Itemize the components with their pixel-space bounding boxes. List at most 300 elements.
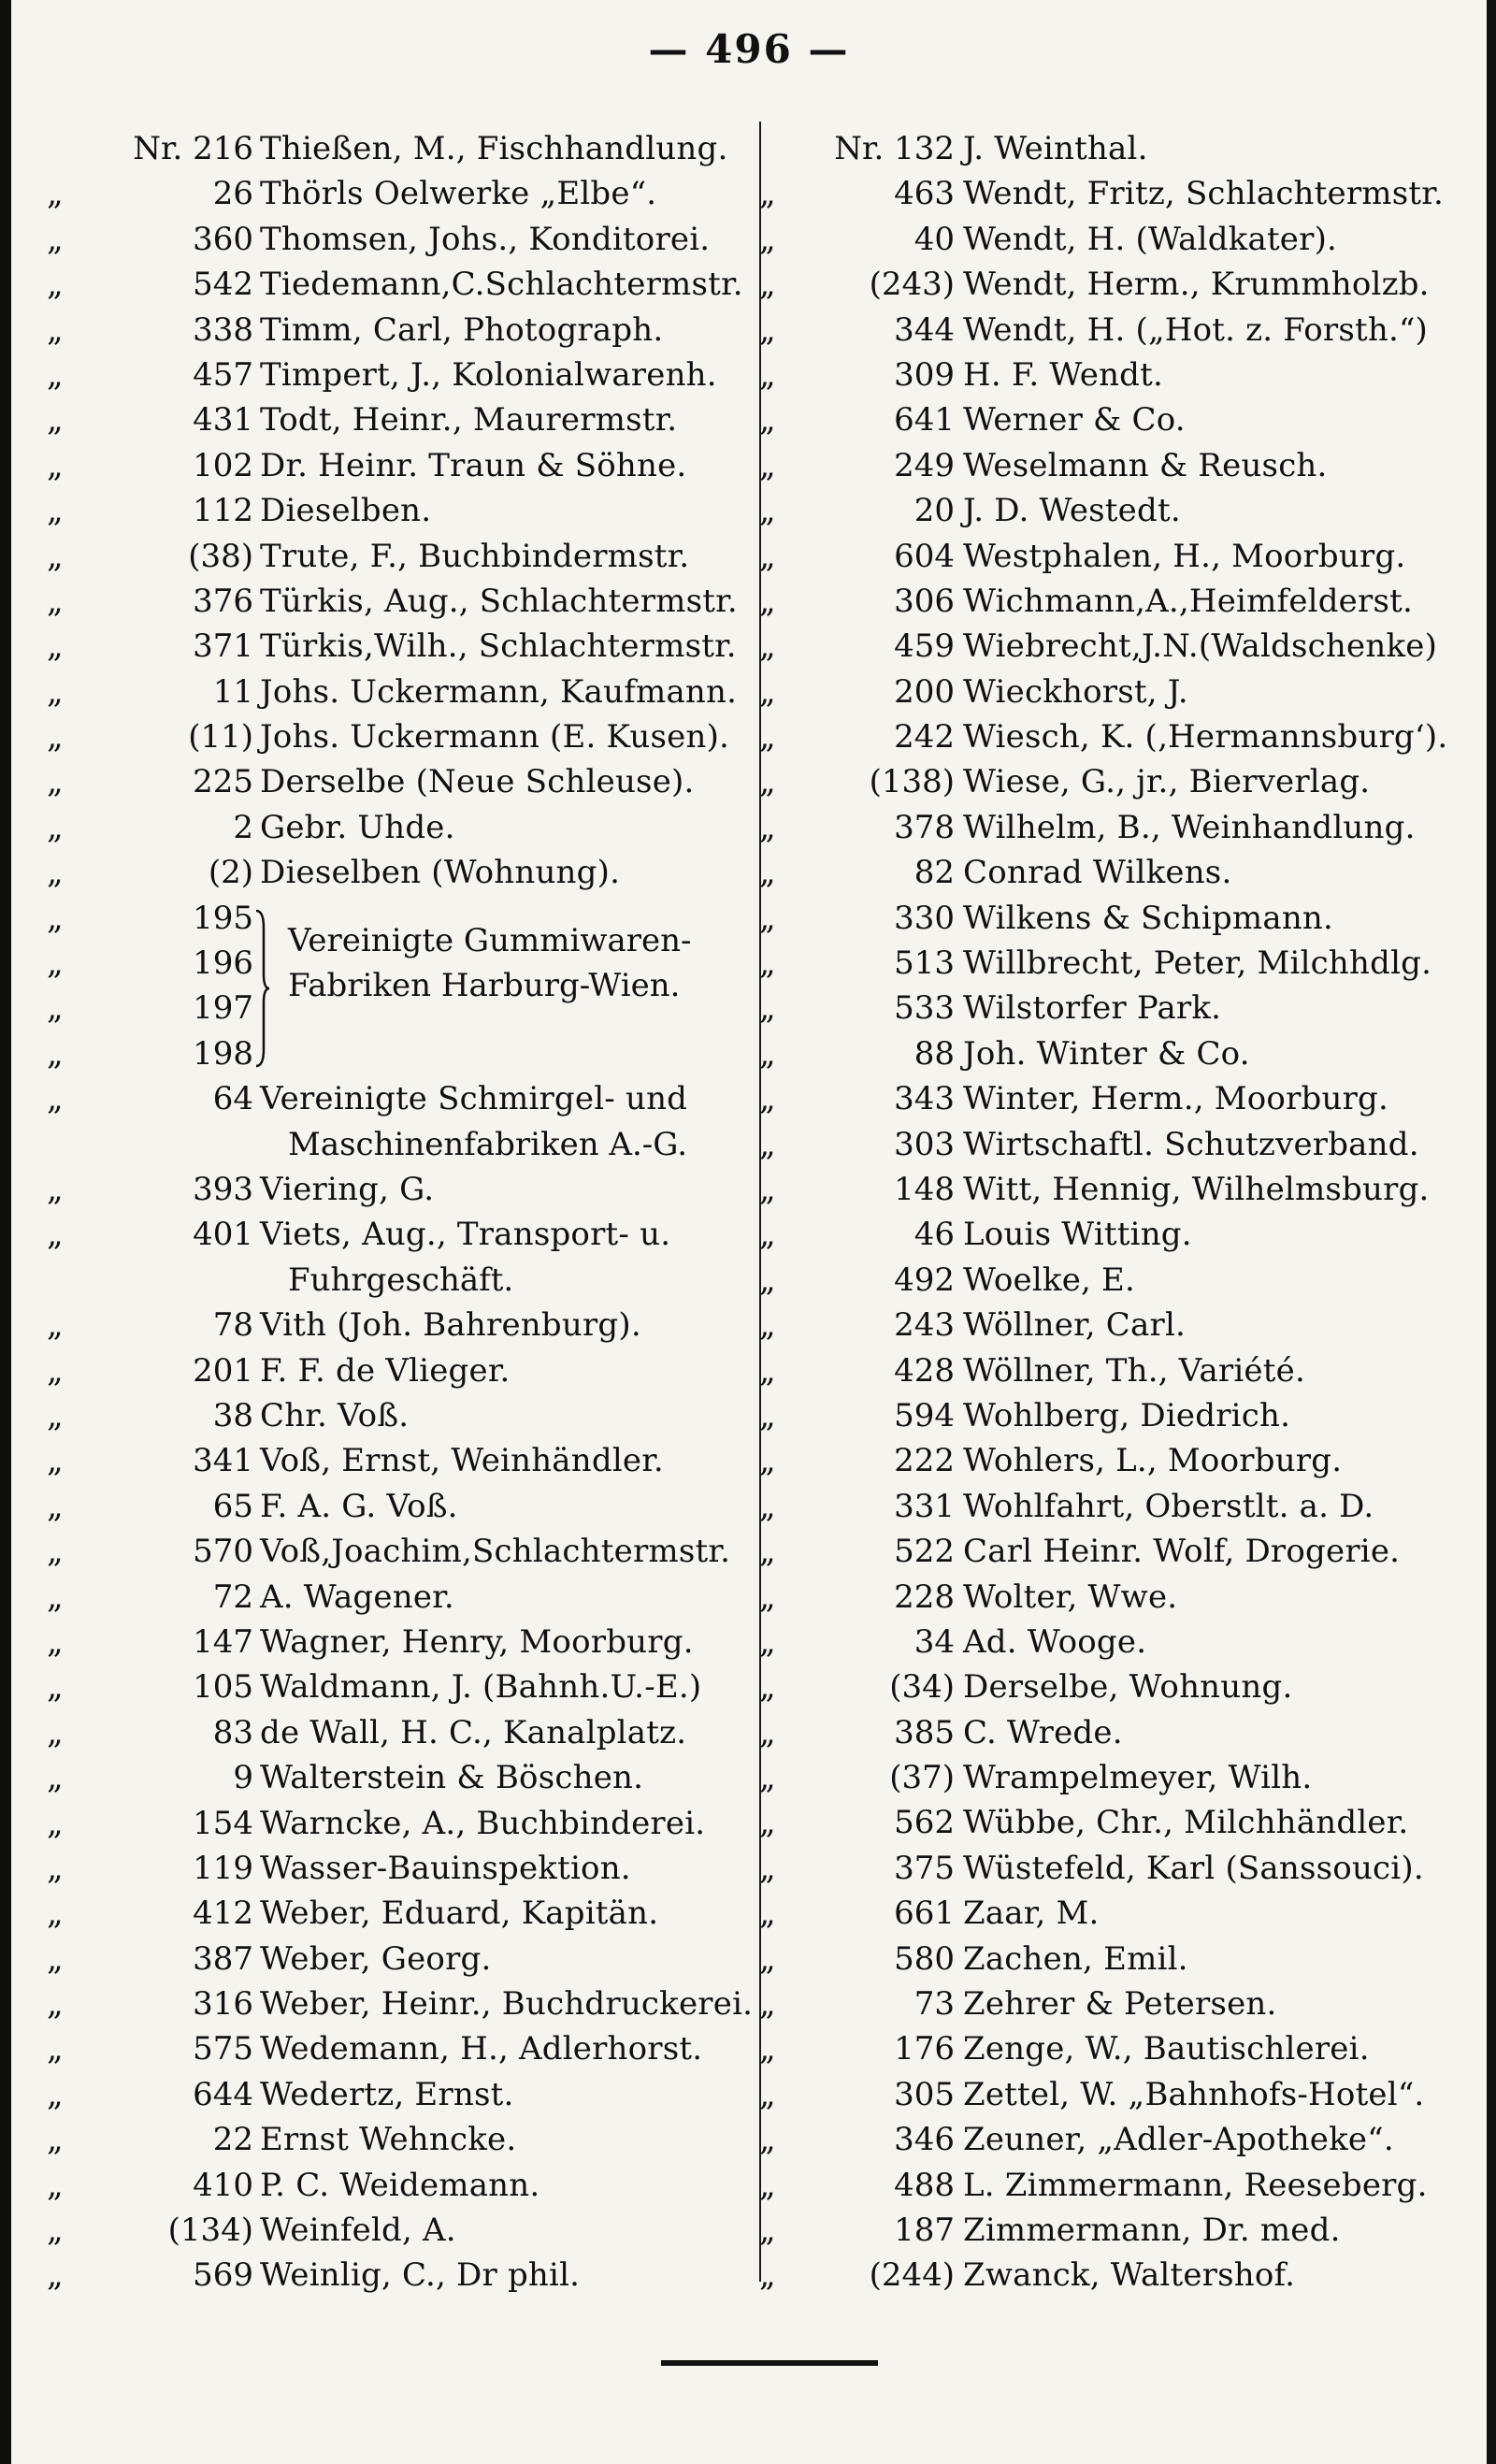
entry-number: 187 (894, 2211, 955, 2249)
entry-number: (11) (188, 718, 253, 756)
entry-name: Conrad Wilkens. (963, 854, 1232, 892)
ditto-mark: „ (759, 1216, 776, 1254)
ditto-mark: „ (47, 1171, 64, 1209)
directory-entry (47, 1212, 750, 1303)
entry-name: J. Weinthal. (963, 130, 1148, 167)
entry-number: 119 (193, 1849, 253, 1887)
directory-entry (759, 805, 1470, 850)
directory-entry (47, 850, 750, 895)
entry-name: Weber, Georg. (260, 1939, 492, 1978)
entry-number: 513 (894, 944, 955, 983)
ditto-mark: „ (47, 1759, 64, 1797)
entry-number: 569 (193, 2256, 253, 2295)
entry-name: Wübbe, Chr., Milchhändler. (963, 1804, 1409, 1842)
entry-number: 65 (212, 1487, 253, 1525)
entry-name: Wiesch, K. (‚Hermannsburg‘). (963, 718, 1448, 756)
ditto-mark: „ (759, 627, 776, 666)
entry-number: 463 (894, 175, 955, 213)
directory-entry (759, 624, 1470, 669)
entry-number: 376 (193, 582, 253, 620)
entry-name: Wagner, Henry, Moorburg. (260, 1622, 694, 1661)
entry-number: 341 (193, 1442, 253, 1480)
ditto-mark: „ (47, 672, 64, 711)
entry-number: 34 (913, 1622, 955, 1661)
ditto-mark: „ (759, 1125, 776, 1163)
directory-entry (759, 1303, 1470, 1347)
entry-name: Walterstein & Böschen. (260, 1759, 644, 1797)
entry-number: 360 (193, 220, 253, 258)
entry-number: 575 (193, 2030, 253, 2068)
entry-number: 228 (894, 1578, 955, 1616)
ditto-mark: „ (47, 537, 64, 575)
entry-name: Wrampelmeyer, Wilh. (963, 1759, 1313, 1797)
directory-entry (759, 1076, 1470, 1121)
ditto-mark: „ (47, 1080, 64, 1118)
entry-number: 306 (894, 582, 955, 620)
entry-number: 375 (894, 1849, 955, 1887)
entry-name: P. C. Weidemann. (260, 2166, 540, 2204)
entry-name: Joh. Winter & Co. (963, 1034, 1250, 1073)
entry-name: Wendt, H. („Hot. z. Forsth.“) (963, 310, 1429, 349)
ditto-mark: „ (759, 1759, 776, 1797)
ditto-mark: „ (759, 944, 776, 983)
ditto-mark: „ (47, 1578, 64, 1616)
ditto-mark: „ (47, 1985, 64, 2024)
ditto-mark: „ (759, 2075, 776, 2113)
entry-name: Türkis,Wilh., Schlachtermstr. (260, 627, 737, 666)
entry-number: 72 (212, 1578, 253, 1616)
directory-entry (47, 1575, 750, 1620)
entry-name: Todt, Heinr., Maurermstr. (260, 401, 678, 439)
entry-number: 78 (212, 1306, 253, 1345)
entry-name: Fabriken Harburg-Wien. (288, 967, 681, 1005)
entry-name: Zimmermann, Dr. med. (963, 2211, 1341, 2249)
ditto-mark: „ (47, 1849, 64, 1887)
directory-entry (759, 2208, 1470, 2253)
directory-entry (47, 1438, 750, 1483)
directory-entry (47, 2163, 750, 2208)
directory-entry (759, 1937, 1470, 1981)
directory-entry (47, 1303, 750, 1347)
entry-number: 644 (193, 2075, 253, 2113)
entry-name: Wüstefeld, Karl (Sanssouci). (963, 1849, 1424, 1887)
ditto-mark: „ (759, 899, 776, 937)
entry-number: (38) (188, 537, 253, 575)
entry-number: 385 (894, 1713, 955, 1751)
entry-name: Chr. Voß. (260, 1397, 410, 1434)
entry-name: Ad. Wooge. (963, 1622, 1147, 1661)
entry-name: Zenge, W., Bautischlerei. (963, 2030, 1370, 2068)
directory-entry (759, 1122, 1470, 1167)
directory-entry (47, 1664, 750, 1709)
entry-number: 20 (913, 492, 955, 530)
entry-number: (243) (869, 266, 955, 304)
ditto-mark: „ (759, 310, 776, 349)
ditto-mark: „ (759, 672, 776, 711)
entry-name: Louis Witting. (963, 1216, 1192, 1254)
bottom-rule (661, 2360, 878, 2366)
entry-number: 492 (894, 1261, 955, 1299)
entry-name: Gebr. Uhde. (260, 808, 455, 846)
directory-entry (759, 397, 1470, 442)
entry-number: 105 (193, 1668, 253, 1707)
directory-entry (47, 2117, 750, 2162)
ditto-mark: „ (759, 401, 776, 439)
entry-name: Wieckhorst, J. (963, 672, 1188, 711)
directory-entry (759, 1348, 1470, 1393)
entry-name: Türkis, Aug., Schlachtermstr. (260, 582, 738, 620)
entry-number: 147 (193, 1622, 253, 1661)
entry-name: Weinfeld, A. (260, 2212, 456, 2250)
entry-name: Viets, Aug., Transport- u. (260, 1216, 671, 1254)
entry-number: Nr. 132 (834, 130, 955, 167)
directory-entry (759, 714, 1470, 759)
directory-entry (759, 1575, 1470, 1620)
directory-entry (759, 1031, 1470, 1076)
ditto-mark: „ (47, 1533, 64, 1571)
entry-number: 309 (894, 355, 955, 394)
entry-number: 22 (212, 2121, 253, 2159)
ditto-mark: „ (759, 1668, 776, 1707)
ditto-mark: „ (47, 1939, 64, 1978)
ditto-mark: „ (759, 2030, 776, 2068)
brace-symbol (252, 909, 271, 1068)
entry-name: Witt, Hennig, Wilhelmsburg. (963, 1170, 1430, 1208)
directory-entry (47, 579, 750, 624)
directory-entry (759, 488, 1470, 533)
entry-name: Timm, Carl, Photograph. (260, 310, 664, 349)
ditto-mark: „ (47, 220, 64, 258)
ditto-mark: „ (47, 2030, 64, 2068)
ditto-mark: „ (759, 1895, 776, 1933)
page-number: — 496 — (648, 26, 850, 72)
entry-number: 225 (193, 763, 253, 801)
entry-number: (34) (889, 1668, 955, 1707)
entry-number: (138) (869, 763, 955, 801)
directory-entry (759, 1981, 1470, 2026)
entry-name: Johs. Uckermann, Kaufmann. (260, 672, 738, 711)
directory-entry (759, 1891, 1470, 1936)
entry-name: Wendt, Fritz, Schlachtermstr. (963, 175, 1444, 213)
ditto-mark: „ (759, 220, 776, 258)
entry-number: 9 (233, 1759, 253, 1797)
entry-number: 243 (894, 1306, 955, 1345)
directory-entry (47, 1529, 750, 1574)
entry-number: 562 (894, 1804, 955, 1842)
directory-entry (759, 2117, 1470, 2162)
entry-name: Viering, G. (260, 1171, 435, 1209)
directory-entry (759, 171, 1470, 216)
directory-entry (759, 308, 1470, 353)
entry-name: Weselmann & Reusch. (963, 446, 1328, 484)
entry-name: Voß, Ernst, Weinhändler. (260, 1442, 664, 1480)
directory-entry (47, 2208, 750, 2253)
ditto-mark: „ (47, 808, 64, 846)
entry-name: Weinlig, C., Dr phil. (260, 2256, 581, 2295)
entry-name: Wendt, Herm., Krummholzb. (963, 266, 1430, 304)
entry-name: Derselbe, Wohnung. (963, 1668, 1293, 1707)
entry-name: Thörls Oelwerke „Elbe“. (260, 175, 657, 213)
entry-number: 371 (193, 627, 253, 666)
directory-entry (47, 1846, 750, 1891)
directory-entry (759, 2163, 1470, 2208)
entry-name: L. Zimmermann, Reeseberg. (963, 2166, 1428, 2204)
entry-number: 102 (193, 446, 253, 484)
ditto-mark: „ (759, 808, 776, 846)
directory-entry (47, 262, 750, 307)
entry-number: (134) (167, 2212, 253, 2250)
directory-entry (47, 1891, 750, 1936)
entry-number: 533 (894, 989, 955, 1028)
directory-entry (759, 986, 1470, 1030)
directory-entry (47, 1755, 750, 1800)
entry-name: Zettel, W. „Bahnhofs-Hotel“. (963, 2075, 1425, 2113)
entry-number: 393 (193, 1171, 253, 1209)
entry-name: Wilhelm, B., Weinhandlung. (963, 808, 1416, 846)
entry-number: (2) (208, 854, 253, 892)
entry-name: Wohlers, L., Moorburg. (963, 1442, 1343, 1480)
entry-name: Thießen, M., Fischhandlung. (260, 130, 728, 167)
entry-number: (37) (889, 1759, 955, 1797)
entry-name: Winter, Herm., Moorburg. (963, 1080, 1389, 1118)
directory-entry (759, 1755, 1470, 1800)
entry-name: Wendt, H. (Waldkater). (963, 220, 1338, 258)
entry-number: 82 (913, 854, 955, 892)
entry-number: 570 (193, 1533, 253, 1571)
entry-name: Wedemann, H., Adlerhorst. (260, 2030, 703, 2068)
ditto-mark: „ (759, 2256, 776, 2295)
entry-name: Wolter, Wwe. (963, 1578, 1178, 1616)
entry-number: 488 (894, 2166, 955, 2204)
ditto-mark: „ (47, 627, 64, 666)
entry-number: 196 (193, 944, 253, 983)
directory-entry (759, 1529, 1470, 1574)
entry-name: Willbrecht, Peter, Milchhdlg. (963, 944, 1432, 983)
left-column (47, 126, 754, 2298)
entry-number: 64 (212, 1080, 253, 1118)
entry-name: Tiedemann,C.Schlachtermstr. (260, 266, 743, 304)
ditto-mark: „ (47, 1306, 64, 1345)
directory-entry (47, 1981, 754, 2026)
entry-name: Wirtschaftl. Schutzverband. (963, 1125, 1419, 1163)
directory-entry (47, 1620, 750, 1664)
directory-entry (759, 353, 1470, 397)
entry-name: F. A. G. Voß. (260, 1487, 458, 1525)
ditto-mark: „ (47, 446, 64, 484)
ditto-mark: „ (759, 537, 776, 575)
ditto-mark: „ (47, 2212, 64, 2250)
directory-entry (47, 2253, 750, 2298)
directory-entry (47, 805, 750, 850)
ditto-mark: „ (759, 492, 776, 530)
ditto-mark: „ (47, 2256, 64, 2295)
ditto-mark: „ (47, 1216, 64, 1254)
entry-number: 594 (894, 1396, 955, 1434)
directory-entry (47, 488, 750, 533)
directory-entry (759, 1846, 1470, 1891)
directory-entry (47, 308, 750, 353)
entry-name: Zaar, M. (963, 1895, 1100, 1933)
entry-number: 2 (233, 808, 253, 846)
directory-entry (47, 624, 750, 669)
entry-name: Waldmann, J. (Bahnh.U.-E.) (260, 1668, 702, 1707)
directory-page (11, 0, 1487, 2464)
ditto-mark: „ (759, 1713, 776, 1751)
entry-number: 330 (894, 899, 955, 937)
directory-entry (759, 2026, 1470, 2071)
entry-name: Wöllner, Carl. (963, 1306, 1187, 1345)
ditto-mark: „ (47, 1622, 64, 1661)
ditto-mark: „ (47, 854, 64, 892)
entry-number: 303 (894, 1125, 955, 1163)
entry-number: 11 (212, 672, 253, 711)
ditto-mark: „ (759, 1939, 776, 1978)
directory-entry (47, 353, 750, 397)
entry-number: 249 (894, 446, 955, 484)
ditto-mark: „ (759, 989, 776, 1028)
entry-name: Carl Heinr. Wolf, Drogerie. (963, 1533, 1401, 1571)
entry-name: Werner & Co. (963, 401, 1186, 439)
ditto-mark: „ (759, 2211, 776, 2249)
entry-number: 88 (913, 1034, 955, 1073)
ditto-mark: „ (47, 718, 64, 756)
entry-number: 148 (894, 1170, 955, 1208)
ditto-mark: „ (759, 1442, 776, 1480)
entry-number: 305 (894, 2075, 955, 2113)
entry-number: 46 (913, 1216, 955, 1254)
entry-name: Vereinigte Gummiwaren- (288, 921, 692, 959)
entry-number: 410 (193, 2166, 253, 2204)
entry-name: Wichmann,A.,Heimfelderst. (963, 582, 1413, 620)
entry-number: 343 (894, 1080, 955, 1118)
entry-name: J. D. Westedt. (963, 492, 1181, 530)
ditto-mark: „ (47, 266, 64, 304)
directory-entry (47, 443, 750, 488)
directory-entry (47, 1710, 750, 1755)
directory-entry (759, 2072, 1470, 2117)
entry-name: Wedertz, Ernst. (260, 2075, 514, 2113)
entry-number: 522 (894, 1533, 955, 1571)
directory-entry (759, 217, 1470, 262)
directory-entry (47, 1484, 750, 1529)
directory-entry (759, 126, 1470, 171)
entry-name: Zwanck, Waltershof. (963, 2256, 1296, 2295)
ditto-mark: „ (47, 1442, 64, 1480)
ditto-mark: „ (47, 2121, 64, 2159)
entry-name: Dr. Heinr. Traun & Söhne. (260, 446, 687, 484)
entry-name: F. F. de Vlieger. (260, 1351, 511, 1390)
directory-entry (47, 1167, 750, 1212)
entry-number: 412 (193, 1895, 253, 1933)
directory-entry (759, 1664, 1470, 1709)
entry-number: 176 (894, 2030, 955, 2068)
entry-number: 112 (193, 492, 253, 530)
entry-number: 154 (193, 1804, 253, 1842)
entry-name: Zehrer & Petersen. (963, 1985, 1277, 2024)
ditto-mark: „ (47, 1487, 64, 1525)
entry-number: 431 (193, 401, 253, 439)
entry-number: 604 (894, 537, 955, 575)
entry-name: Dieselben. (260, 492, 432, 530)
ditto-mark: „ (759, 1396, 776, 1434)
entry-name: C. Wrede. (963, 1713, 1123, 1751)
directory-entry (47, 1801, 750, 1846)
directory-entry (759, 896, 1470, 941)
right-column (759, 126, 1470, 2298)
entry-name: Wohlfahrt, Oberstlt. a. D. (963, 1487, 1374, 1525)
directory-entry (759, 2253, 1470, 2298)
entry-name: Westphalen, H., Moorburg. (963, 537, 1406, 575)
entry-name: Wiese, G., jr., Bierverlag. (963, 763, 1371, 801)
directory-entry (759, 1258, 1470, 1303)
directory-entry (47, 1076, 750, 1167)
entry-number: 542 (193, 266, 253, 304)
entry-number: 197 (193, 989, 253, 1028)
directory-entry (759, 262, 1470, 307)
entry-name-continued: Fuhrgeschäft. (288, 1261, 514, 1299)
entry-number: 457 (193, 355, 253, 394)
entry-name: Ernst Wehncke. (260, 2121, 517, 2159)
ditto-mark: „ (47, 1804, 64, 1842)
directory-entry (47, 1937, 750, 1981)
ditto-mark: „ (759, 446, 776, 484)
entry-name: Johs. Uckermann (E. Kusen). (260, 718, 730, 756)
ditto-mark: „ (759, 1170, 776, 1208)
ditto-mark: „ (759, 2166, 776, 2204)
directory-entry (47, 714, 750, 759)
ditto-mark: „ (47, 763, 64, 801)
ditto-mark: „ (47, 944, 64, 983)
entry-name: Trute, F., Buchbindermstr. (260, 537, 690, 575)
ditto-mark: „ (47, 175, 64, 213)
entry-name: Dieselben (Wohnung). (260, 854, 621, 892)
entry-name: Vith (Joh. Bahrenburg). (260, 1306, 641, 1345)
entry-number: 459 (894, 627, 955, 666)
ditto-mark: „ (47, 492, 64, 530)
entry-name: Wilkens & Schipmann. (963, 899, 1334, 937)
ditto-mark: „ (759, 763, 776, 801)
directory-entry (759, 534, 1470, 579)
entry-name: H. F. Wendt. (963, 355, 1164, 394)
ditto-mark: „ (759, 1533, 776, 1571)
entry-number: 40 (913, 220, 955, 258)
directory-entry (759, 759, 1470, 804)
directory-entry (759, 1438, 1470, 1483)
directory-entry (47, 217, 750, 262)
ditto-mark: „ (47, 582, 64, 620)
brace-entry-group (47, 896, 750, 1077)
entry-name: Weber, Heinr., Buchdruckerei. (260, 1985, 754, 2024)
entry-name: Zachen, Emil. (963, 1939, 1188, 1978)
ditto-mark: „ (47, 401, 64, 439)
entry-number: 346 (894, 2121, 955, 2159)
ditto-mark: „ (47, 310, 64, 349)
entry-name: Wöllner, Th., Variété. (963, 1351, 1305, 1390)
ditto-mark: „ (47, 1034, 64, 1073)
ditto-mark: „ (759, 1261, 776, 1299)
entry-number: 222 (894, 1442, 955, 1480)
ditto-mark: „ (759, 1351, 776, 1390)
entry-number: 338 (193, 310, 253, 349)
directory-entry (47, 2026, 750, 2071)
entry-name: Wiebrecht,J.N.(Waldschenke) (963, 627, 1438, 666)
entry-number: 198 (193, 1034, 253, 1073)
directory-entry (759, 1620, 1470, 1664)
directory-entry (759, 1212, 1470, 1257)
directory-entry (47, 534, 750, 579)
ditto-mark: „ (759, 1080, 776, 1118)
directory-entry (759, 1393, 1470, 1438)
